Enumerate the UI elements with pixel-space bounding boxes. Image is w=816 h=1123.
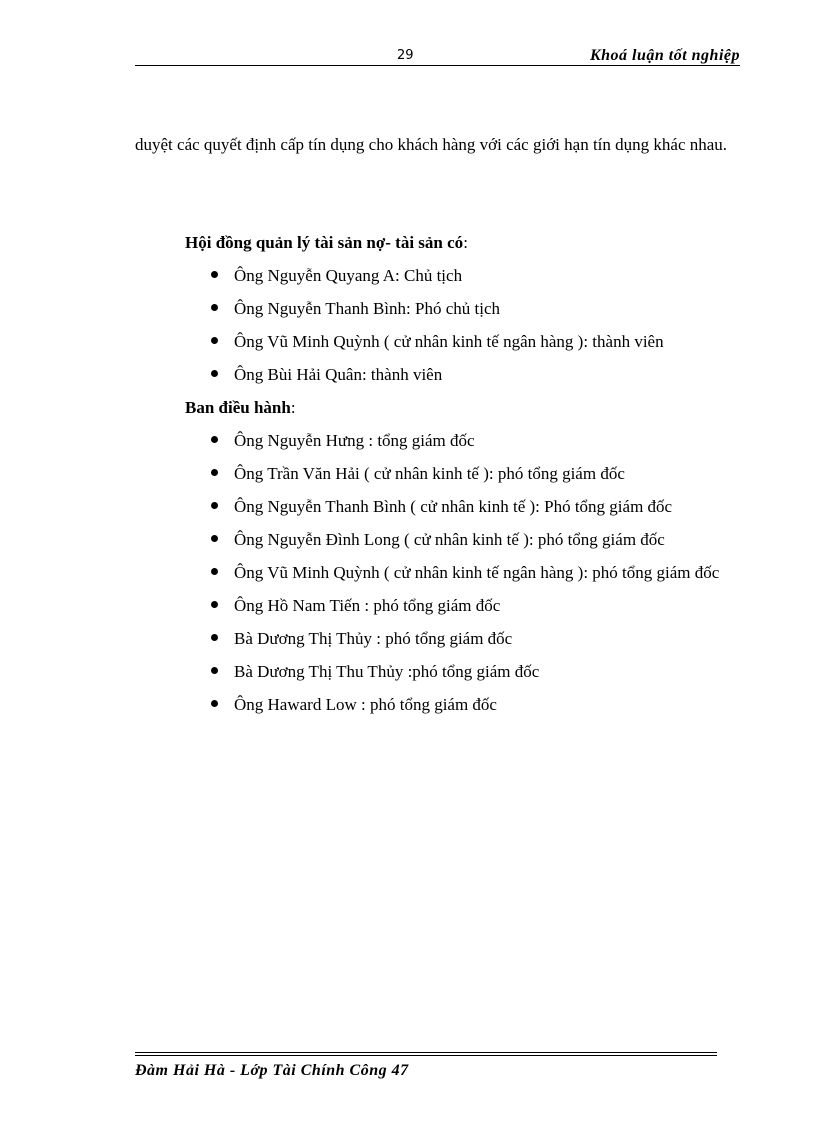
list-item: Ông Haward Low : phó tổng giám đốc [185,688,745,721]
bullet-icon [211,436,218,443]
list-item: Ông Vũ Minh Quỳnh ( cử nhân kinh tế ngân hàng ): thành viên [185,325,745,358]
bullet-icon [211,337,218,344]
list-item: Ông Trần Văn Hải ( cử nhân kinh tế ): phó tổng giám đốc [185,457,745,490]
list-item: Bà Dương Thị Thu Thủy :phó tổng giám đốc [185,655,745,688]
bullet-icon [211,304,218,311]
intro-paragraph: duyệt các quyết định cấp tín dụng cho khách hàng với các giới hạn tín dụng khác nhau. [135,135,728,154]
list-item: Ông Bùi Hải Quân: thành viên [185,358,745,391]
bullet-icon [211,568,218,575]
bullet-icon [211,601,218,608]
assets-committee-list [185,259,745,391]
executive-board-list [185,424,745,721]
bullet-icon [211,667,218,674]
list-item: Bà Dương Thị Thủy : phó tổng giám đốc [185,622,745,655]
header-rule [135,65,740,66]
bullet-icon [211,634,218,641]
assets-committee-heading: Hội đồng quản lý tài sản nợ- tài sản có [185,233,464,252]
footer-text: Đàm Hải Hà - Lớp Tài Chính Công 47 [135,1062,409,1079]
assets-committee-section: Hội đồng quản lý tài sản nợ- tài sản có: Ông Nguyễn Quyang A: Chủ tịch Ông Nguyễn Thanh Bình: Phó chủ tịch Ông Vũ Minh Quỳnh ( cử nhân kinh tế ngân hàng ): thành viên Ông Bùi Hải Quân: thành viên Ban điều hành: Ông Nguyễn Hưng : tổng giám đốc Ông Trần Văn Hải ( cử nhân kinh tế ): phó tổng giám đốc Ông Nguyễn Thanh Bình ( cử nhân kinh tế ): Phó tổng giám đốc Ông Nguyễn Đình Long ( cử nhân kinh tế ): phó tổng giám đốc Ông Vũ Minh Quỳnh ( cử nhân kinh tế ngân hàng ): phó tổng giám đốc Ông Hồ Nam Tiến : phó tổng giám đốc Bà Dương Thị Thủy : phó tổng giám đốc Bà Dương Thị Thu Thủy :phó tổng giám đốc Ông Haward Low : phó tổng giám đốc [185,226,745,721]
bullet-icon [211,700,218,707]
footer-rule [135,1052,717,1053]
header-title: Khoá luận tốt nghiệp [589,47,740,64]
list-item: Ông Nguyễn Đình Long ( cử nhân kinh tế ): phó tổng giám đốc [185,523,745,556]
bullet-icon [211,469,218,476]
page-footer [135,1052,717,1080]
executive-board-heading: Ban điều hành [185,398,291,417]
footer-rule [135,1055,717,1056]
list-item: Ông Nguyễn Thanh Bình ( cử nhân kinh tế ): Phó tổng giám đốc [185,490,745,523]
bullet-icon [211,502,218,509]
list-item: Ông Hồ Nam Tiến : phó tổng giám đốc [185,589,745,622]
bullet-icon [211,535,218,542]
list-item: Ông Vũ Minh Quỳnh ( cử nhân kinh tế ngân hàng ): phó tổng giám đốc [185,556,745,589]
bullet-icon [211,271,218,278]
bullet-icon [211,370,218,377]
list-item: Ông Nguyễn Hưng : tổng giám đốc [185,424,745,457]
list-item: Ông Nguyễn Thanh Bình: Phó chủ tịch [185,292,745,325]
list-item: Ông Nguyễn Quyang A: Chủ tịch [185,259,745,292]
page-number: 29 [397,48,414,63]
page-header [135,44,740,68]
